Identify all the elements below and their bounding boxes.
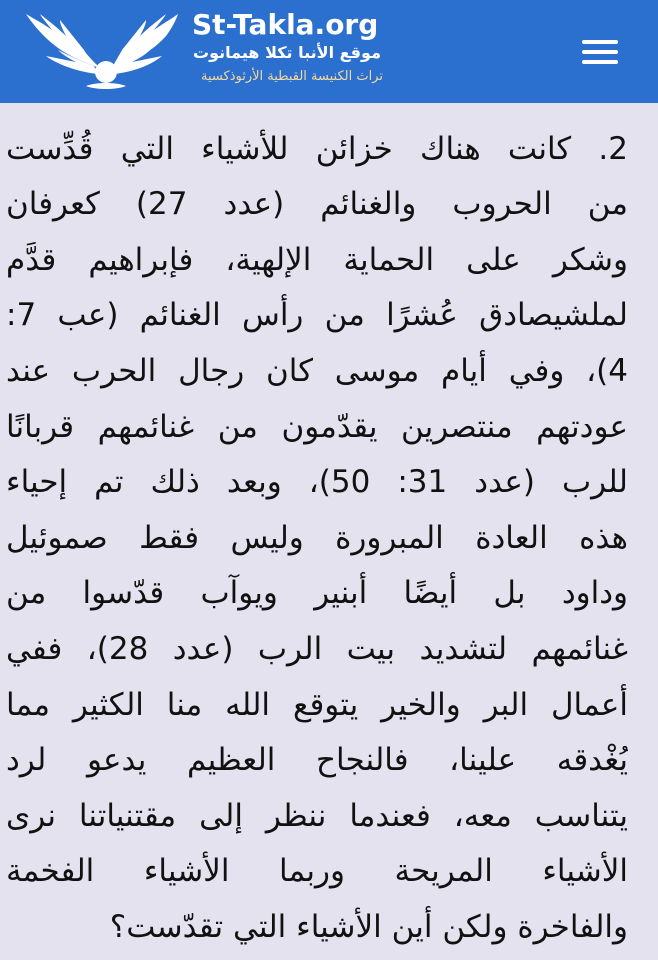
article-line: هذه العادة المبرورة وليس فقط صموئيل: [6, 520, 628, 556]
article-line: من الحروب والغنائم (عدد 27) كعرفان: [6, 186, 628, 222]
article-line: للرب (عدد 31: 50)، وبعد ذلك تم إحياء: [6, 464, 628, 500]
article-line: الأشياء المريحة وربما الأشياء الفخمة: [6, 853, 628, 889]
hamburger-menu-icon: [582, 40, 618, 44]
article-line: يتناسب معه، فعندما ننظر إلى مقتنياتنا نرى: [6, 798, 628, 834]
article-line: لملشيصادق عُشرًا من رأس الغنائم (عب 7:: [6, 297, 628, 333]
site-subtitle: موقع الأنبا تكلا هيمانوت: [193, 43, 381, 62]
article-line: يُغْدقه علينا، فالنجاح العظيم يدعو لرد: [6, 742, 628, 778]
site-title[interactable]: St-Takla.org: [192, 8, 379, 41]
hamburger-menu-icon-bar-2: [582, 50, 618, 54]
winged-dove-logo-icon[interactable]: [22, 10, 182, 92]
article-line: 4)، وفي أيام موسى كان رجال الحرب عند: [6, 353, 628, 389]
article-line: والفاخرة ولكن أين الأشياء التي تقدّست؟: [109, 909, 628, 945]
article-line: أعمال البر والخير يتوقع الله منا الكثير مما: [6, 687, 628, 723]
hamburger-menu-icon-bar-3: [582, 60, 618, 64]
site-tagline: تراث الكنيسة القبطية الأرثوذكسية: [201, 69, 383, 84]
article-line: وداود بل أيضًا أبنير ويوآب قدّسوا من: [6, 575, 628, 611]
article-line: 2. كانت هناك خزائن للأشياء التي قُدِّست: [6, 131, 628, 167]
site-header: [0, 0, 658, 103]
article-line: غنائمهم لتشديد بيت الرب (عدد 28)، ففي: [6, 631, 628, 667]
article-line: عودتهم منتصرين يقدّمون من غنائمهم قربانًا: [6, 409, 628, 445]
hamburger-menu-button[interactable]: [572, 30, 628, 74]
article-body: [0, 103, 658, 960]
article-line: وشكر على الحماية الإلهية، فإبراهيم قدَّم: [6, 242, 628, 278]
